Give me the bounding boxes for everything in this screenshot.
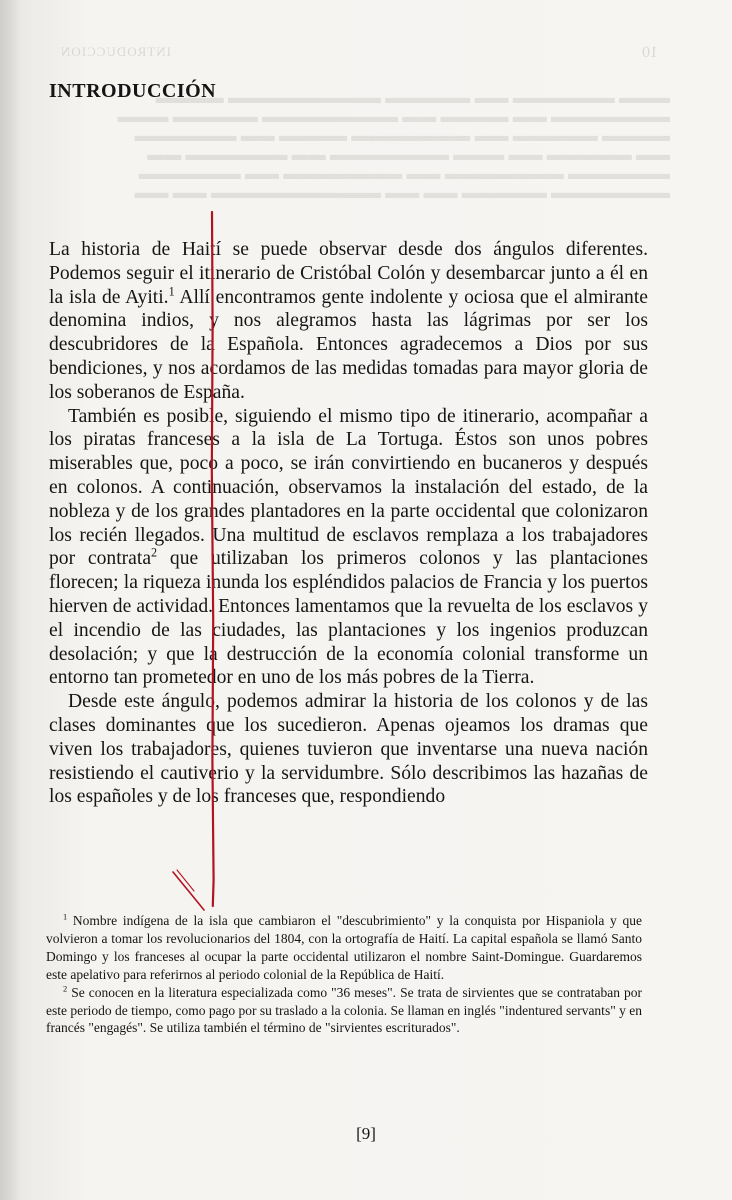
gutter-shadow bbox=[0, 0, 22, 1200]
paragraph-2-text-a: También es posible, siguiendo el mismo tipo de itinerario, acompañar a los piratas franceses a la isla de La Tortuga. Éstos son unos pobres miserables que, poco a poco, se irán convirtiendo en bucaneros y después en colonos. A continuación, observamos la instalación del estado, de la nobleza y de los grandes plantadores en la parte occidental que colonizaron los recién llegados. Una multitud de esclavos remplaza a los trabajadores por contrata bbox=[49, 405, 648, 570]
paragraph-2-text-b: que utilizaban los primeros colonos y las plantaciones florecen; la riqueza inunda los espléndidos palacios de Francia y los puertos hierven de actividad. Entonces lamentamos que la revuelta de los esclavos y el incendio de las ciudades, las plantaciones y los ingenios produzcan desolación; y que la destrucción de la economía colonial transforme un entorno tan prometedor en uno de los más pobres de la Tierra. bbox=[49, 548, 648, 689]
footnote-2-text: Se conocen en la literatura especializada como "36 meses". Se trata de sirvientes que se contrataban por este periodo de tiempo, como pago por su traslado a la colonia. Se llaman en inglés "indentured servants" y en francés "engagés". Se utiliza también el término de "sirvientes escriturados". bbox=[46, 984, 642, 1036]
paragraph-1-text-b: Allí encontramos gente indolente y ociosa que el almirante denomina indios, y nos alegramos hasta las lágrimas por ser los descubridores de la Española. Entonces agradecemos a Dios por sus bendiciones, y nos acordamos de las medidas tomadas para mayor gloria de los soberanos de España. bbox=[49, 286, 648, 403]
show-through-text: ▬▬▬ ▬▬▬▬▬▬ ▬▬ ▬▬▬▬▬ ▬▬▬▬▬▬▬▬▬ ▬▬▬▬ ▬▬▬▬▬▬▬ ▬▬ ▬▬▬▬ ▬▬ ▬▬▬▬▬▬▬▬ ▬▬▬▬▬ ▬▬▬ ▬▬▬▬ ▬▬▬▬▬ ▬▬ ▬▬▬▬▬▬▬ ▬▬▬▬ ▬▬ ▬▬▬▬▬▬ ▬▬ ▬▬▬▬▬ ▬▬ ▬▬▬ ▬▬▬▬▬▬▬ ▬▬ ▬▬▬▬▬▬ ▬▬ ▬▬▬▬▬▬ ▬▬▬▬▬▬▬ ▬▬ ▬▬▬▬▬▬▬ ▬▬ ▬▬▬▬▬▬ ▬▬▬▬▬▬▬ ▬▬▬▬▬ ▬▬ ▬▬ ▬▬▬▬▬▬▬▬▬▬ ▬▬ ▬▬ bbox=[117, 88, 670, 202]
paragraph-1 bbox=[49, 238, 648, 405]
paragraph-3 bbox=[49, 690, 648, 809]
paragraph-3-text: Desde este ángulo, podemos admirar la historia de los colonos y de las clases dominantes que los sucedieron. Apenas ojeamos los dramas que viven los trabajadores, quienes tuvieron que inventarse una nueva nación resistiendo el cautiverio y la servidumbre. Sólo describimos las hazañas de los españoles y de los franceses que, respondiendo bbox=[49, 691, 648, 808]
footnote-ref-1: 1 bbox=[168, 284, 175, 299]
pen-diagonal-stroke bbox=[173, 872, 204, 910]
footnotes bbox=[46, 912, 642, 1037]
chapter-heading: INTRODUCCIÓN bbox=[49, 80, 217, 102]
footnote-2-mark: 2 bbox=[63, 984, 68, 994]
show-through-running-head: INTRODUCCION bbox=[60, 44, 171, 59]
footnote-ref-2: 2 bbox=[151, 545, 158, 560]
paragraph-1-text-a: La historia de Haití se puede observar desde dos ángulos diferentes. Podemos seguir el itinerario de Cristóbal Colón y desembarcar junto a él en la isla de Ayiti. bbox=[49, 239, 648, 308]
footnote-1-mark: 1 bbox=[63, 912, 68, 922]
body-text bbox=[49, 238, 648, 809]
show-through-page-number: 10 bbox=[642, 44, 658, 61]
footnote-2 bbox=[46, 984, 642, 1038]
footnote-1 bbox=[46, 912, 642, 984]
page-number: [9] bbox=[356, 1124, 376, 1143]
footnote-1-text: Nombre indígena de la isla que cambiaron el "descubrimiento" y la conquista por Hispaniola y que volvieron a tomar los revolucionarios del 1804, con la ortografía de Haití. La capital española se llamó Santo Domingo y los franceses al ocupar la parte occidental utilizaron el nombre Saint-Domingue. Guardaremos este apelativo para referirnos al periodo colonial de la República de Haití. bbox=[46, 913, 642, 982]
pen-diagonal-stroke-2 bbox=[177, 870, 194, 891]
paragraph-2 bbox=[49, 405, 648, 691]
